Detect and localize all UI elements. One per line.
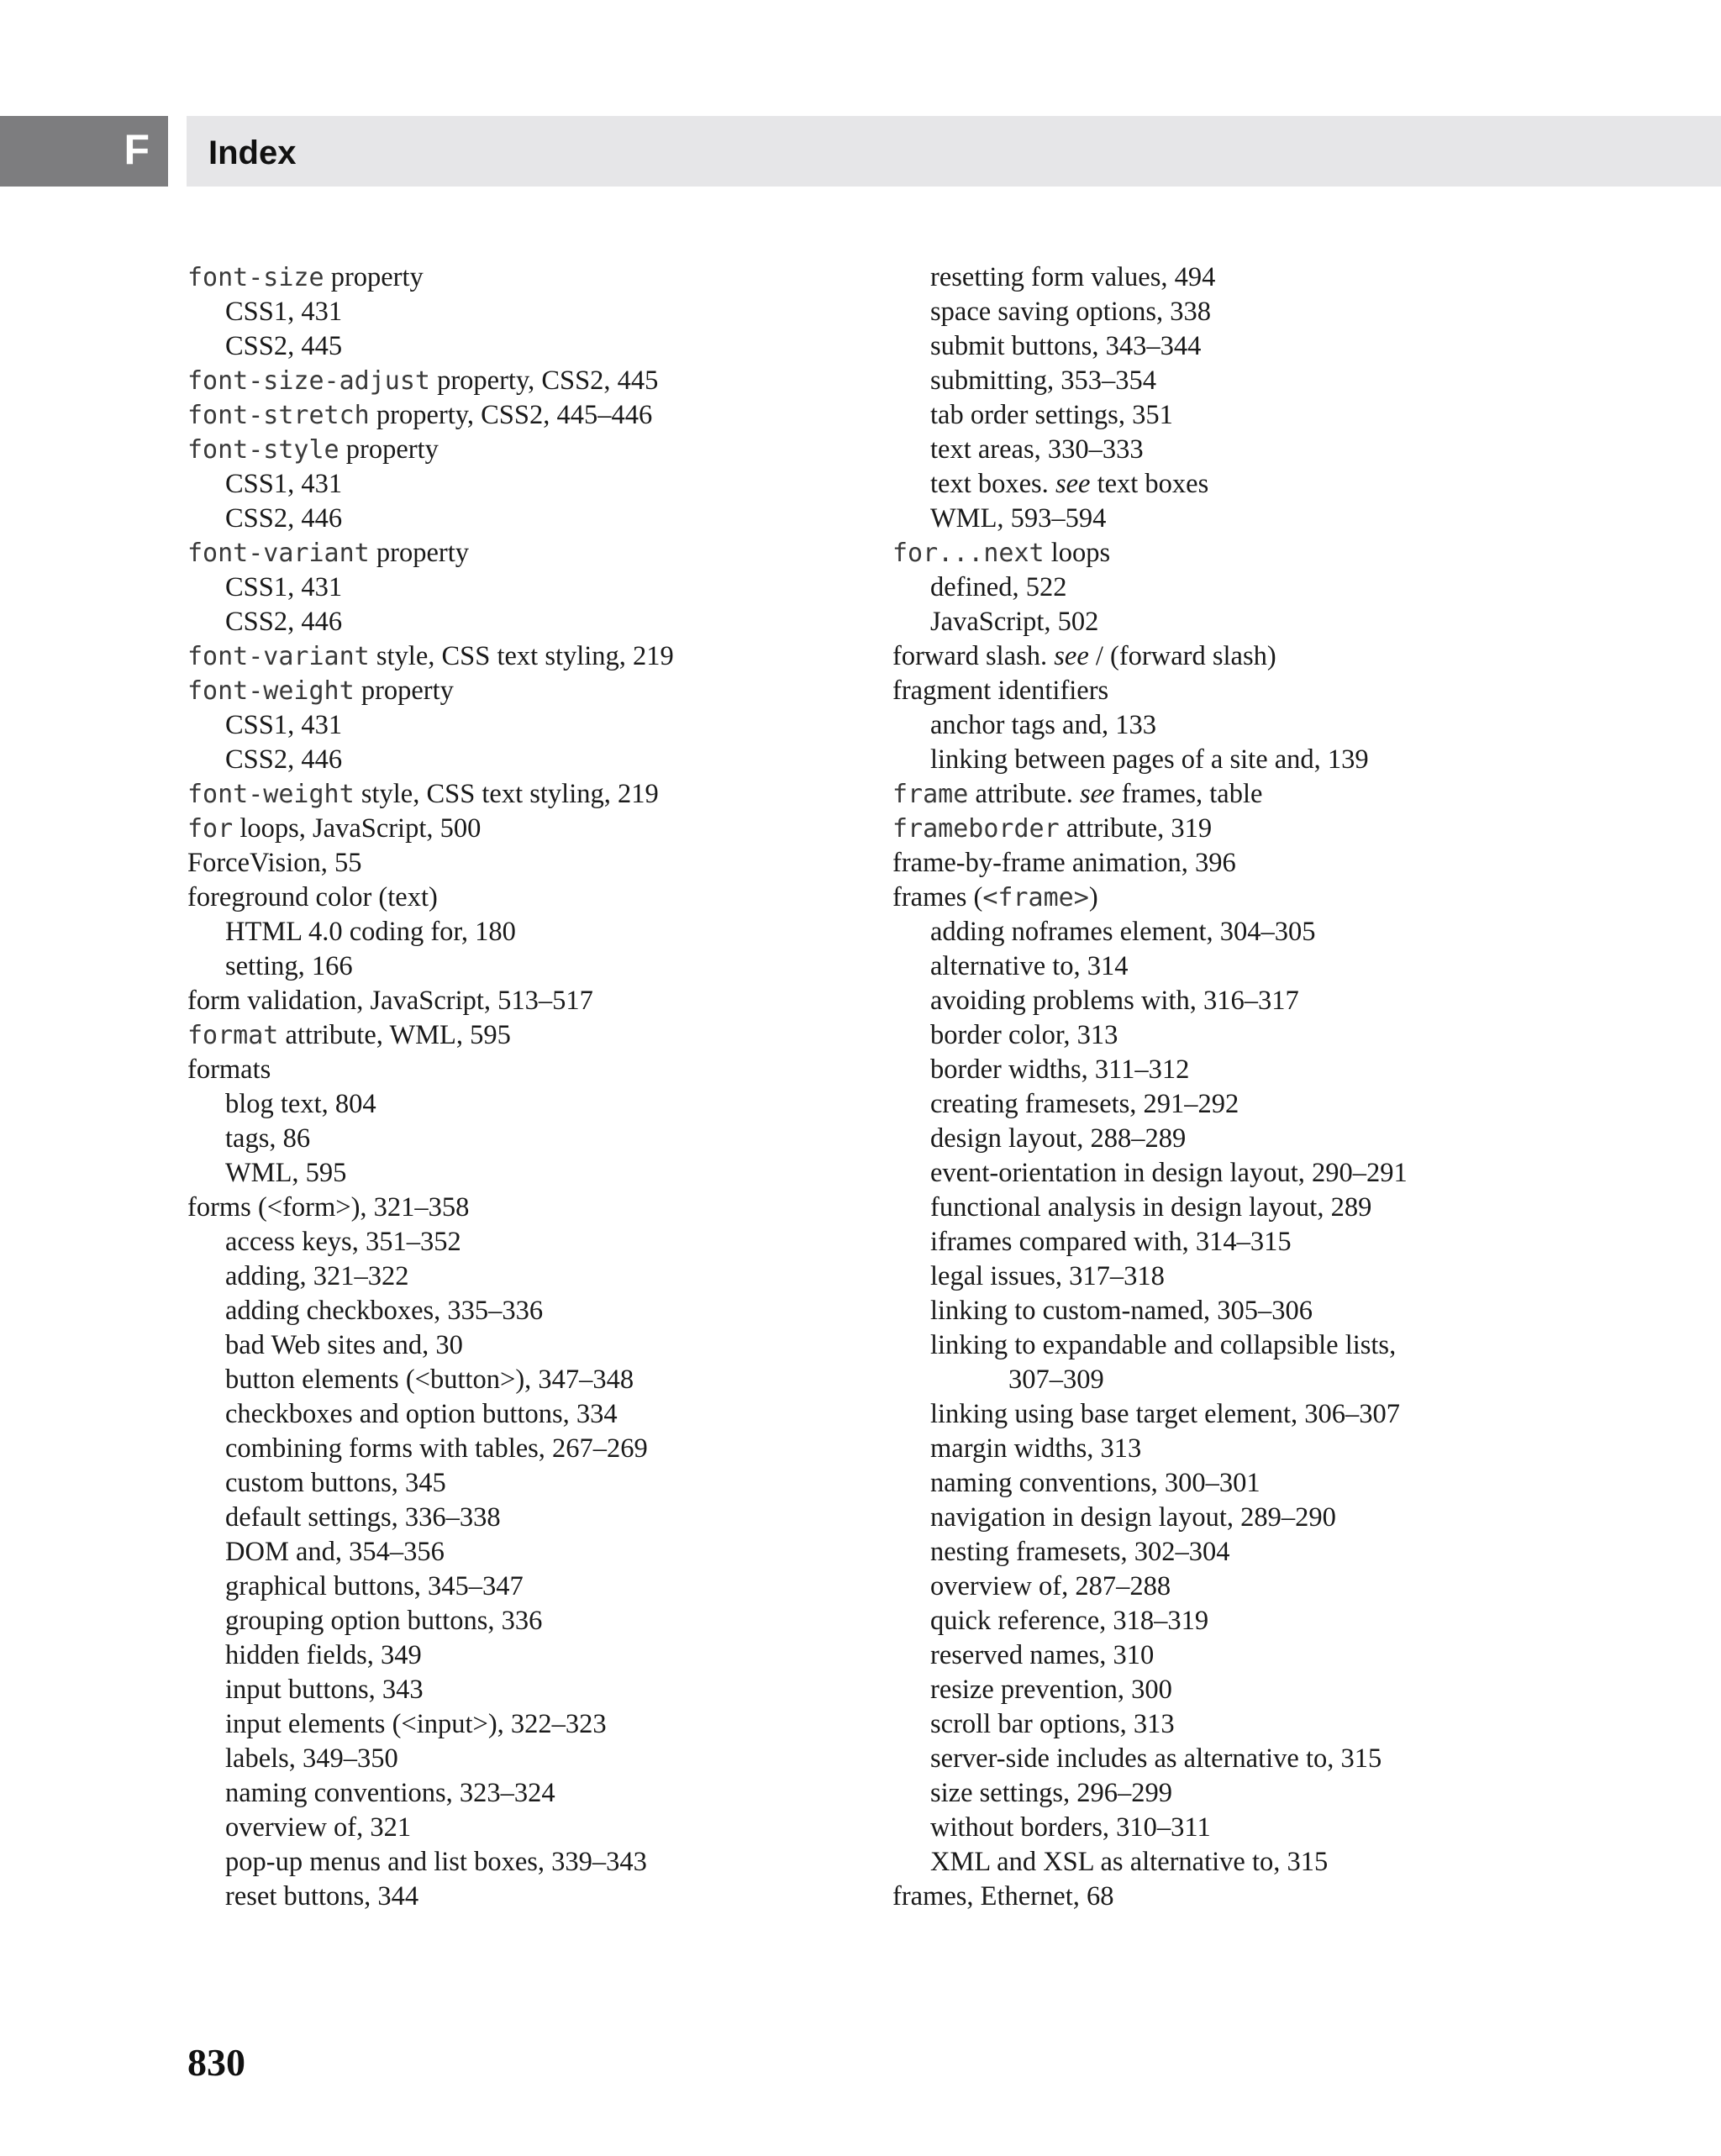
index-subentry <box>892 1673 1699 1707</box>
code-term: format <box>187 1021 279 1050</box>
entry-text: submit buttons, 343–344 <box>930 331 1202 361</box>
index-subentry <box>187 1638 860 1673</box>
entry-text: CSS2, 445 <box>225 331 343 361</box>
chapter-tab <box>0 116 168 187</box>
entry-text: CSS1, 431 <box>225 297 343 327</box>
index-subentry <box>187 571 860 605</box>
index-subentry <box>892 1087 1699 1122</box>
index-subentry <box>892 1501 1699 1535</box>
index-subentry <box>892 1707 1699 1742</box>
entry-text: property, CSS2, 445–446 <box>369 400 653 430</box>
entry-text: scroll bar options, 313 <box>930 1709 1175 1739</box>
entry-text: CSS1, 431 <box>225 710 343 740</box>
index-entry <box>187 1053 860 1087</box>
index-subentry <box>892 1432 1699 1466</box>
code-term: frameborder <box>892 814 1060 844</box>
index-subentry <box>892 1328 1699 1363</box>
index-subentry <box>187 1432 860 1466</box>
entry-text: CSS1, 431 <box>225 572 343 602</box>
index-subentry <box>892 295 1699 329</box>
entry-text: property, CSS2, 445 <box>429 365 659 396</box>
entry-text: overview of, 321 <box>225 1812 412 1843</box>
entry-text: size settings, 296–299 <box>930 1778 1172 1808</box>
see-reference: see <box>1054 641 1089 671</box>
index-subentry <box>187 1156 860 1191</box>
entry-text: event-orientation in design layout, 290–291 <box>930 1158 1408 1188</box>
entry-text: naming conventions, 323–324 <box>225 1778 555 1808</box>
index-subentry <box>892 1638 1699 1673</box>
entry-text: attribute, WML, 595 <box>278 1020 511 1050</box>
entry-text: labels, 349–350 <box>225 1743 398 1774</box>
index-entry <box>187 536 860 571</box>
index-subentry <box>187 1328 860 1363</box>
entry-text: tab order settings, 351 <box>930 400 1173 430</box>
entry-text: border widths, 311–312 <box>930 1054 1190 1085</box>
index-subentry <box>892 398 1699 433</box>
entry-text: XML and XSL as alternative to, 315 <box>930 1847 1329 1877</box>
index-subentry <box>187 708 860 743</box>
entry-text: frame-by-frame animation, 396 <box>892 848 1236 878</box>
entry-text: border color, 313 <box>930 1020 1118 1050</box>
index-subentry <box>187 1294 860 1328</box>
index-subentry <box>892 1156 1699 1191</box>
index-subentry <box>892 1294 1699 1328</box>
index-subentry <box>892 502 1699 536</box>
entry-text: attribute. <box>968 779 1080 809</box>
entry-text: avoiding problems with, 316–317 <box>930 986 1299 1016</box>
entry-text: tags, 86 <box>225 1123 311 1154</box>
entry-text: adding, 321–322 <box>225 1261 409 1291</box>
entry-text: naming conventions, 300–301 <box>930 1468 1260 1498</box>
entry-text: custom buttons, 345 <box>225 1468 446 1498</box>
see-reference: see <box>1079 779 1115 809</box>
see-reference: see <box>1055 469 1091 499</box>
page-number: 830 <box>187 2041 245 2084</box>
entry-text: CSS2, 446 <box>225 607 343 637</box>
index-entry <box>892 777 1699 812</box>
entry-text: checkboxes and option buttons, 334 <box>225 1399 618 1429</box>
index-subentry <box>892 329 1699 364</box>
entry-text: default settings, 336–338 <box>225 1502 501 1533</box>
index-subentry <box>187 605 860 639</box>
index-subentry <box>187 949 860 984</box>
index-entry <box>187 984 860 1018</box>
index-subentry <box>187 502 860 536</box>
entry-text: linking between pages of a site and, 139 <box>930 744 1369 775</box>
code-term: font-size-adjust <box>187 366 430 396</box>
running-header <box>187 116 1721 187</box>
index-subentry <box>187 1811 860 1845</box>
entry-text: property <box>369 538 469 568</box>
entry-text: navigation in design layout, 289–290 <box>930 1502 1336 1533</box>
entry-text: linking using base target element, 306–307 <box>930 1399 1401 1429</box>
entry-text: reset buttons, 344 <box>225 1881 419 1911</box>
index-subentry <box>892 1535 1699 1570</box>
entry-text: foreground color (text) <box>187 882 438 912</box>
index-subentry <box>187 1776 860 1811</box>
index-subentry <box>892 1018 1699 1053</box>
entry-text: design layout, 288–289 <box>930 1123 1187 1154</box>
index-subentry <box>187 1880 860 1914</box>
entry-text: / (forward slash) <box>1088 641 1276 671</box>
entry-text: CSS2, 446 <box>225 744 343 775</box>
entry-text: frames, table <box>1114 779 1263 809</box>
index-subentry <box>892 1225 1699 1259</box>
index-subentry <box>892 1742 1699 1776</box>
entry-text: overview of, 287–288 <box>930 1571 1171 1601</box>
index-subentry <box>892 915 1699 949</box>
index-subentry <box>892 1191 1699 1225</box>
index-subentry <box>892 1845 1699 1880</box>
entry-text: CSS1, 431 <box>225 469 343 499</box>
entry-text: text boxes. <box>930 469 1055 499</box>
index-entry <box>187 1018 860 1053</box>
code-term: font-stretch <box>187 401 370 430</box>
entry-text: setting, 166 <box>225 951 353 981</box>
entry-text: style, CSS text styling, 219 <box>369 641 674 671</box>
index-subentry <box>892 984 1699 1018</box>
index-subentry <box>187 1363 860 1397</box>
index-entry <box>187 1191 860 1225</box>
index-subentry <box>187 1122 860 1156</box>
index-entry <box>187 398 860 433</box>
index-subentry <box>187 1259 860 1294</box>
index-entry <box>187 812 860 846</box>
index-subentry <box>187 1570 860 1604</box>
index-subentry <box>892 605 1699 639</box>
entry-text: property <box>324 262 424 292</box>
index-subentry <box>892 1259 1699 1294</box>
entry-text: text boxes <box>1090 469 1209 499</box>
entry-text: formats <box>187 1054 271 1085</box>
index-subentry <box>187 1673 860 1707</box>
index-entry <box>187 777 860 812</box>
entry-text: linking to expandable and collapsible lists, <box>930 1330 1397 1360</box>
code-term: font-weight <box>187 676 355 706</box>
index-entry <box>892 812 1699 846</box>
index-column-right <box>892 260 1699 1914</box>
entry-text: combining forms with tables, 267–269 <box>225 1433 648 1464</box>
index-subentry <box>892 1053 1699 1087</box>
index-subentry <box>892 1776 1699 1811</box>
index-entry <box>892 846 1699 881</box>
index-subentry <box>187 1535 860 1570</box>
entry-text: hidden fields, 349 <box>225 1640 422 1670</box>
entry-text: DOM and, 354–356 <box>225 1537 445 1567</box>
index-entry <box>892 1880 1699 1914</box>
page-title: Index <box>208 134 297 171</box>
entry-text: JavaScript, 502 <box>930 607 1099 637</box>
entry-text: frames ( <box>892 882 983 912</box>
entry-text: frames, Ethernet, 68 <box>892 1881 1114 1911</box>
index-subentry <box>187 1087 860 1122</box>
code-term: font-weight <box>187 780 355 809</box>
index-subentry <box>187 743 860 777</box>
index-subentry <box>892 467 1699 502</box>
entry-text: attribute, 319 <box>1059 813 1213 844</box>
entry-text: forms (<form>), 321–358 <box>187 1192 470 1223</box>
entry-text: adding checkboxes, 335–336 <box>225 1296 544 1326</box>
entry-text: functional analysis in design layout, 289 <box>930 1192 1372 1223</box>
entry-text: legal issues, 317–318 <box>930 1261 1165 1291</box>
code-term: <frame> <box>982 883 1089 912</box>
index-subentry <box>187 1742 860 1776</box>
code-term: for <box>187 814 234 844</box>
index-subentry <box>187 467 860 502</box>
index-subentry <box>892 364 1699 398</box>
entry-text: anchor tags and, 133 <box>930 710 1156 740</box>
entry-text: server-side includes as alternative to, 315 <box>930 1743 1382 1774</box>
index-subentry <box>187 1501 860 1535</box>
entry-text: fragment identifiers <box>892 676 1109 706</box>
index-subentry <box>187 1707 860 1742</box>
entry-text: input buttons, 343 <box>225 1675 424 1705</box>
entry-text: property <box>354 676 454 706</box>
entry-text: pop-up menus and list boxes, 339–343 <box>225 1847 647 1877</box>
entry-text: access keys, 351–352 <box>225 1227 461 1257</box>
index-subentry <box>892 1122 1699 1156</box>
entry-text: form validation, JavaScript, 513–517 <box>187 986 593 1016</box>
index-subentry <box>187 329 860 364</box>
entry-text: adding noframes element, 304–305 <box>930 917 1316 947</box>
code-term: font-size <box>187 263 324 292</box>
entry-text: WML, 595 <box>225 1158 347 1188</box>
entry-text: loops, JavaScript, 500 <box>233 813 482 844</box>
code-term: font-style <box>187 435 339 465</box>
index-entry <box>187 433 860 467</box>
entry-text: graphical buttons, 345–347 <box>225 1571 524 1601</box>
entry-text: blog text, 804 <box>225 1089 376 1119</box>
chapter-tab-letter: F <box>124 126 150 173</box>
entry-text: linking to custom-named, 305–306 <box>930 1296 1313 1326</box>
index-subentry <box>187 1604 860 1638</box>
entry-text: text areas, 330–333 <box>930 434 1144 465</box>
index-subentry <box>892 433 1699 467</box>
entry-text: resetting form values, 494 <box>930 262 1216 292</box>
entry-text: space saving options, 338 <box>930 297 1211 327</box>
entry-text: property <box>339 434 439 465</box>
entry-text: creating framesets, 291–292 <box>930 1089 1239 1119</box>
code-term: frame <box>892 780 969 809</box>
entry-text: WML, 593–594 <box>930 503 1107 534</box>
index-subentry <box>892 1604 1699 1638</box>
index-subentry <box>187 1225 860 1259</box>
index-entry <box>187 881 860 915</box>
entry-text: 307–309 <box>1008 1365 1104 1395</box>
index-subentry <box>187 1845 860 1880</box>
index-subentry <box>892 1811 1699 1845</box>
entry-text: nesting framesets, 302–304 <box>930 1537 1230 1567</box>
entry-text: quick reference, 318–319 <box>930 1606 1209 1636</box>
entry-text: input elements (<input>), 322–323 <box>225 1709 607 1739</box>
entry-text: resize prevention, 300 <box>930 1675 1172 1705</box>
index-subentry <box>187 915 860 949</box>
index-entry <box>892 674 1699 708</box>
index-subentry <box>187 295 860 329</box>
index-entry <box>187 364 860 398</box>
entry-text: forward slash. <box>892 641 1055 671</box>
entry-text: submitting, 353–354 <box>930 365 1157 396</box>
index-subentry <box>892 949 1699 984</box>
entry-text: HTML 4.0 coding for, 180 <box>225 917 516 947</box>
index-entry <box>187 674 860 708</box>
entry-text: grouping option buttons, 336 <box>225 1606 543 1636</box>
entry-text: loops <box>1044 538 1111 568</box>
index-entry <box>892 536 1699 571</box>
index-entry <box>187 639 860 674</box>
index-subentry <box>892 1466 1699 1501</box>
index-subentry <box>187 1466 860 1501</box>
index-subentry <box>892 1363 1699 1397</box>
index-entry <box>892 639 1699 674</box>
index-subentry <box>892 1397 1699 1432</box>
entry-text: button elements (<button>), 347–348 <box>225 1365 634 1395</box>
entry-text: iframes compared with, 314–315 <box>930 1227 1292 1257</box>
entry-text: ForceVision, 55 <box>187 848 362 878</box>
code-term: font-variant <box>187 642 370 671</box>
entry-text: CSS2, 446 <box>225 503 343 534</box>
index-subentry <box>892 1570 1699 1604</box>
index-subentry <box>187 1397 860 1432</box>
index-subentry <box>892 571 1699 605</box>
index-subentry <box>892 743 1699 777</box>
code-term: font-variant <box>187 539 370 568</box>
index-entry <box>187 846 860 881</box>
entry-text: without borders, 310–311 <box>930 1812 1211 1843</box>
code-term: for...next <box>892 539 1045 568</box>
index-subentry <box>892 708 1699 743</box>
entry-text: reserved names, 310 <box>930 1640 1155 1670</box>
index-column-left <box>187 260 860 1914</box>
entry-text: bad Web sites and, 30 <box>225 1330 463 1360</box>
entry-text: margin widths, 313 <box>930 1433 1142 1464</box>
entry-text: defined, 522 <box>930 572 1067 602</box>
entry-text: style, CSS text styling, 219 <box>354 779 659 809</box>
entry-text: ) <box>1088 882 1098 912</box>
index-entry <box>187 260 860 295</box>
index-subentry <box>892 260 1699 295</box>
entry-text: alternative to, 314 <box>930 951 1129 981</box>
index-entry <box>892 881 1699 915</box>
